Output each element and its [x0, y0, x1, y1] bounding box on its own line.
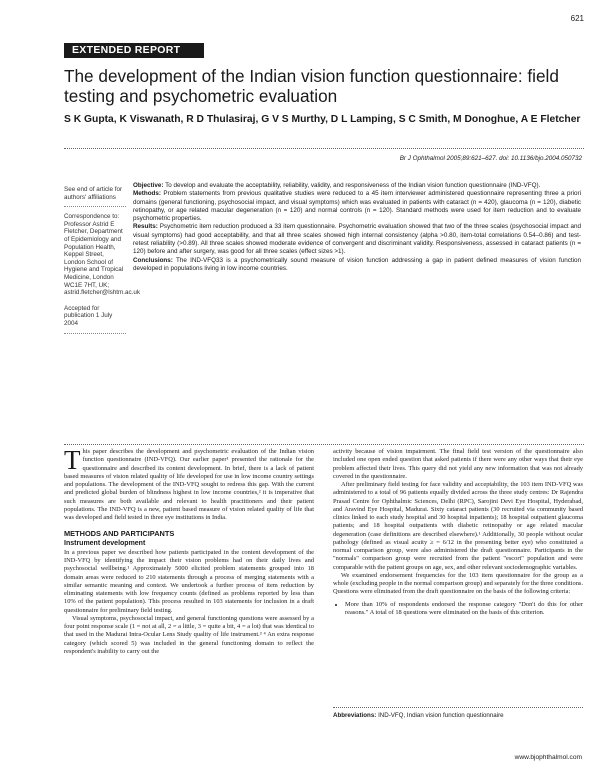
abstract-conclusions-text: The IND-VFQ33 is a psychometrically sound measure of vision function addressing a gap in patient defined measures of vision function developed in populations living in low income countries. — [133, 256, 582, 272]
body-paragraph: Visual symptoms, psychosocial impact, and general functioning questions were assessed by a four point response scale (1 = not at all, 2 = a little, 3 = quite a bit, 4 = a lot) that was identical to that used in the Madurai Intra-Ocular Lens Study quality of life instrument.³ ⁴ An extra response category (which scored 5) was included in the general functioning domain to reflect the respondent's inability to carry out the — [64, 614, 314, 655]
abstract — [133, 182, 581, 273]
abstract-conclusions — [133, 257, 581, 274]
body-paragraph: We examined endorsement frequencies for the 103 item questionnaire for the group as a whole (excluding people in the normal comparison group) and separately for the three conditions. Questions were eliminated from the draft questionnaire on the basis of the following criteria: — [333, 571, 583, 596]
heading-methods: METHODS AND PARTICIPANTS — [64, 529, 175, 539]
page-number: 621 — [570, 14, 584, 23]
body-paragraph: In a previous paper we described how patients participated in the content development of the IND-VFQ by identifying the impact their vision problems had on their daily lives and psychosocial wellbeing.¹ Approximately 5000 elicited problem statements grouped into 18 domain areas were reduced to 210 statements through a process of merging statements with a similar semantic meaning and context. We undertook a further process of item reduction by eliminating statements with low frequency counts (defined as problems reported by less than 10% of the patient population). This process resulted in 103 statements for inclusion in a draft questionnaire for preliminary field testing. — [64, 548, 314, 614]
body-column-left — [64, 445, 314, 656]
abstract-results-text: Psychometric item reduction produced a 33 item questionnaire. Psychometric evaluation showed that two of the three scales (psychosocial impact and visual symptoms) had good acceptability, and that all three scales showed high internal consistency (alpha >0.80, item-total correlations 0.54–0.86) and test-retest reliability (>0.89). All three scales showed moderate evidence of convergent and discriminant validity. Responsiveness, assessed in cataract patients (n = 120) before and after surgery, was good for all three scales (effect sizes >1). — [133, 223, 581, 256]
body-paragraph: activity because of vision impairment. The final field test version of the questionnaire also included one open ended question that asked patients if there were any other ways that their eye problem affected their lives. This query did not yield any new information that was not already covered in the questionnaire. — [333, 448, 583, 480]
citation-line: Br J Ophthalmol 2005;89:621–627. doi: 10.1136/bjo.2004.050732 — [399, 155, 582, 162]
header-divider — [64, 148, 584, 149]
abstract-methods-label: Methods: — [133, 190, 161, 198]
list-item: • More than 10% of respondents endorsed the response category "Don't do this for other reasons." A total of 18 questions were eliminated on the basis of this criterion. — [345, 601, 583, 618]
correspondence-note: Correspondence to: Professor Astrid E Fletcher, Department of Epidemiology and Population Health, Keppel Street, London School of Hygiene and Tropical Medicine, London WC1E 7HT, UK; astrid.fletcher@lshtm.ac.uk — [64, 213, 141, 297]
heading-instrument-development: Instrument development — [64, 539, 146, 547]
sidebar-divider — [64, 206, 126, 207]
abstract-methods — [133, 190, 581, 223]
accepted-date: Accepted for publication 1 July 2004 — [64, 304, 113, 327]
abstract-results-label: Results: — [133, 223, 158, 231]
abstract-conclusions-label: Conclusions: — [133, 256, 173, 264]
sidebar-divider — [64, 333, 126, 334]
abstract-divider — [64, 444, 584, 445]
body-column-right — [333, 448, 583, 617]
intro-paragraph — [64, 445, 314, 522]
abstract-results — [133, 223, 581, 256]
section-banner: EXTENDED REPORT — [64, 43, 204, 58]
article-title: The development of the Indian vision function questionnaire: field testing and psychometric evaluation — [64, 66, 559, 106]
criteria-list — [333, 601, 583, 618]
abstract-methods-text: Problem statements from previous qualitative studies were reduced to a 45 item interviewer administered questionnaire representing three a priori domains (general functioning, psychosocial impact, and visual symptoms) which was evaluated in patients with cataract (n = 420), glaucoma (n = 120), diabetic retinopathy, or age related macular degeneration (n = 120) and normal controls (n = 120). Standard methods were used for item reduction and to evaluate psychometric properties. — [133, 190, 582, 223]
drop-cap: T — [64, 445, 81, 475]
author-list: S K Gupta, K Viswanath, R D Thulasiraj, G V S Murthy, D L Lamping, S C Smith, M Donoghue, A E Fletcher — [64, 114, 581, 125]
abstract-objective-text: To develop and evaluate the acceptability, reliability, validity, and responsiveness of the Indian vision function questionnaire (IND-VFQ). — [165, 182, 541, 189]
abbreviations-text: IND-VFQ, Indian vision function questionnaire — [378, 712, 504, 719]
intro-text: his paper describes the development and psychometric evaluation of the Indian vision function questionnaire (IND-VFQ). Our earlier paper¹ presented the rationale for the questionnaire and described its content development. In brief, there is a lack of patient based measures of vision related quality of life developed for use in low income country settings and populations. The development of the IND-VFQ sought to redress this gap. With the current and predicted global burden of blindness highest in low income countries,² it is imperative that such measures are both available and relevant to health practitioners and their patient populations. The IND-VFQ is a new, patient based measure of vision related quality of life that was developed and field tested in three eye institutions in India. — [64, 448, 314, 521]
footer-url: www.bjophthalmol.com — [514, 754, 582, 761]
body-paragraph: After preliminary field testing for face validity and acceptability, the 103 item IND-VFQ was administered to a total of 96 patients equally divided across the three study centres: Dr Rajendra Prasad Centre for Ophthalmic Sciences, Delhi (RPC), Sarojini Devi Eye Hospital, Hyderabad, and Aravind Eye Hospital, Madurai. Sixty cataract patients (30 recruited via community based clinics linked to each study hospital and 30 hospital inpatients); 18 hospital outpatient glaucoma patients; and 18 hospital outpatients with diabetic retinopathy or age related macular degeneration (case definitions are described elsewhere).¹ Additionally, 30 people without ocular pathology (defined as visual acuity ≥ = 6/12 in the presenting better eye) who constituted a normal comparison group, were also administered the draft questionnaire. Participants in the "normals" comparison group were recruited from the patient "escort" population and were comparable with the patient groups on age, sex, and other relevant sociodemographic variables. — [333, 481, 583, 571]
abstract-objective-label: Objective: — [133, 182, 164, 189]
abbreviations-note — [333, 712, 583, 719]
abbreviations-divider — [333, 707, 583, 708]
affiliations-note: See end of article for authors' affiliations — [64, 186, 123, 201]
abstract-objective — [133, 182, 581, 190]
article-sidebar — [64, 186, 141, 340]
abbreviations-label: Abbreviations: — [333, 712, 377, 719]
